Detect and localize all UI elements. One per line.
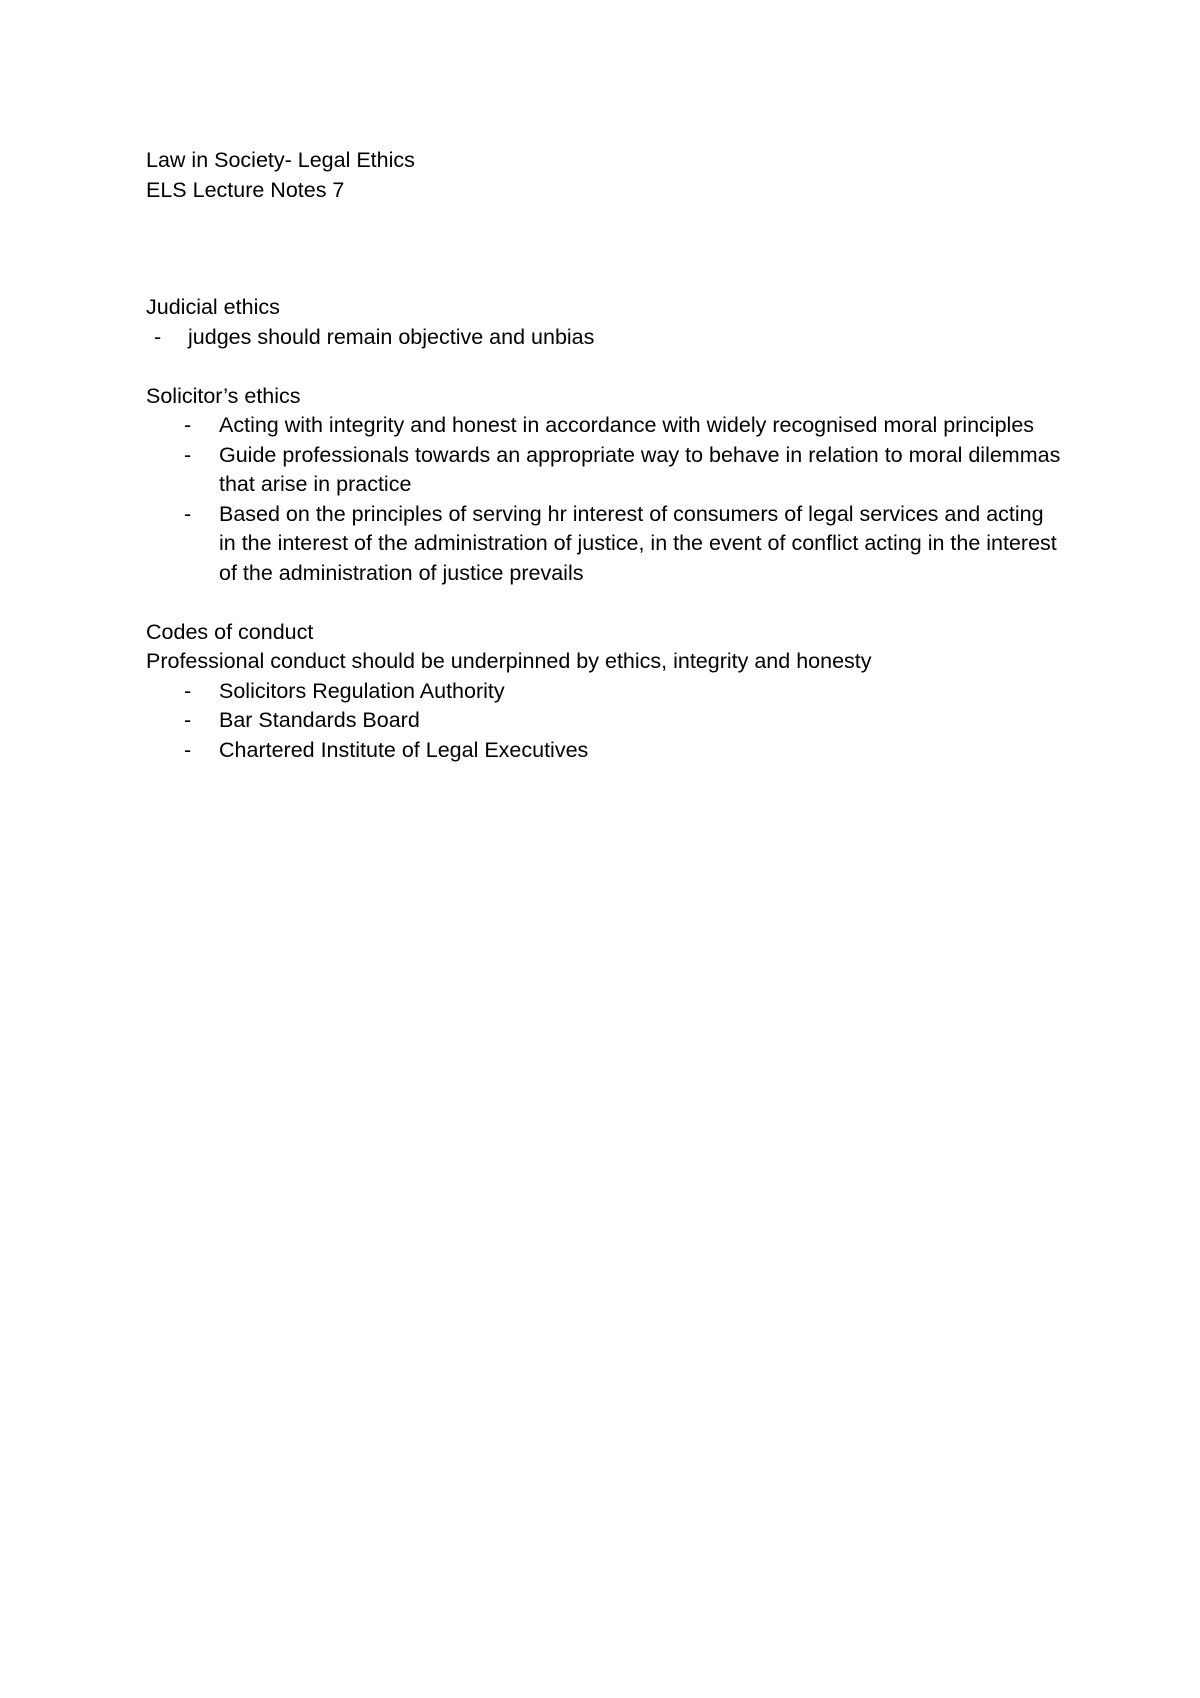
list-item-text: Acting with integrity and honest in accordance with widely recognised moral principles [219, 413, 1035, 437]
list-item-text: judges should remain objective and unbias [188, 324, 595, 349]
dash-bullet: - [184, 501, 192, 526]
section-solicitors-ethics [146, 382, 1066, 589]
list-item-text: Based on the principles of serving hr interest of consumers of legal services and acting in the interest of the administration of justice, in the event of conflict acting in the interest of the administration of justice prevails [219, 501, 1057, 585]
dash-bullet: - [184, 678, 192, 703]
list-item [146, 500, 1066, 589]
dash-bullet: - [184, 413, 192, 437]
list-item [146, 323, 1066, 353]
list-item [146, 736, 1066, 766]
dash-bullet: - [184, 442, 192, 467]
list-item-text: Solicitors Regulation Authority [219, 678, 505, 703]
section-heading: Judicial ethics [146, 295, 280, 319]
list-item-text: Guide professionals towards an appropriate way to behave in relation to moral dilemmas that arise in practice [219, 442, 1061, 496]
dash-bullet: - [184, 737, 192, 762]
section-heading: Solicitor’s ethics [146, 383, 301, 408]
section-intro: Professional conduct should be underpinned by ethics, integrity and honesty [146, 649, 872, 673]
bullet-list [146, 677, 1066, 766]
bullet-list [146, 323, 1066, 353]
section-heading: Codes of conduct [146, 619, 314, 644]
section-codes-of-conduct [146, 618, 1066, 766]
list-item-text: Bar Standards Board [219, 708, 420, 732]
dash-bullet: - [154, 324, 162, 349]
document-subtitle: ELS Lecture Notes 7 [146, 177, 345, 202]
section-judicial-ethics [146, 293, 1066, 352]
bullet-list [146, 411, 1066, 588]
document-body [146, 146, 1066, 765]
document-title: Law in Society- Legal Ethics [146, 148, 415, 172]
list-item [146, 441, 1066, 500]
list-item [146, 677, 1066, 707]
dash-bullet: - [184, 708, 192, 732]
list-item [146, 411, 1066, 441]
list-item [146, 706, 1066, 736]
list-item-text: Chartered Institute of Legal Executives [219, 737, 589, 762]
